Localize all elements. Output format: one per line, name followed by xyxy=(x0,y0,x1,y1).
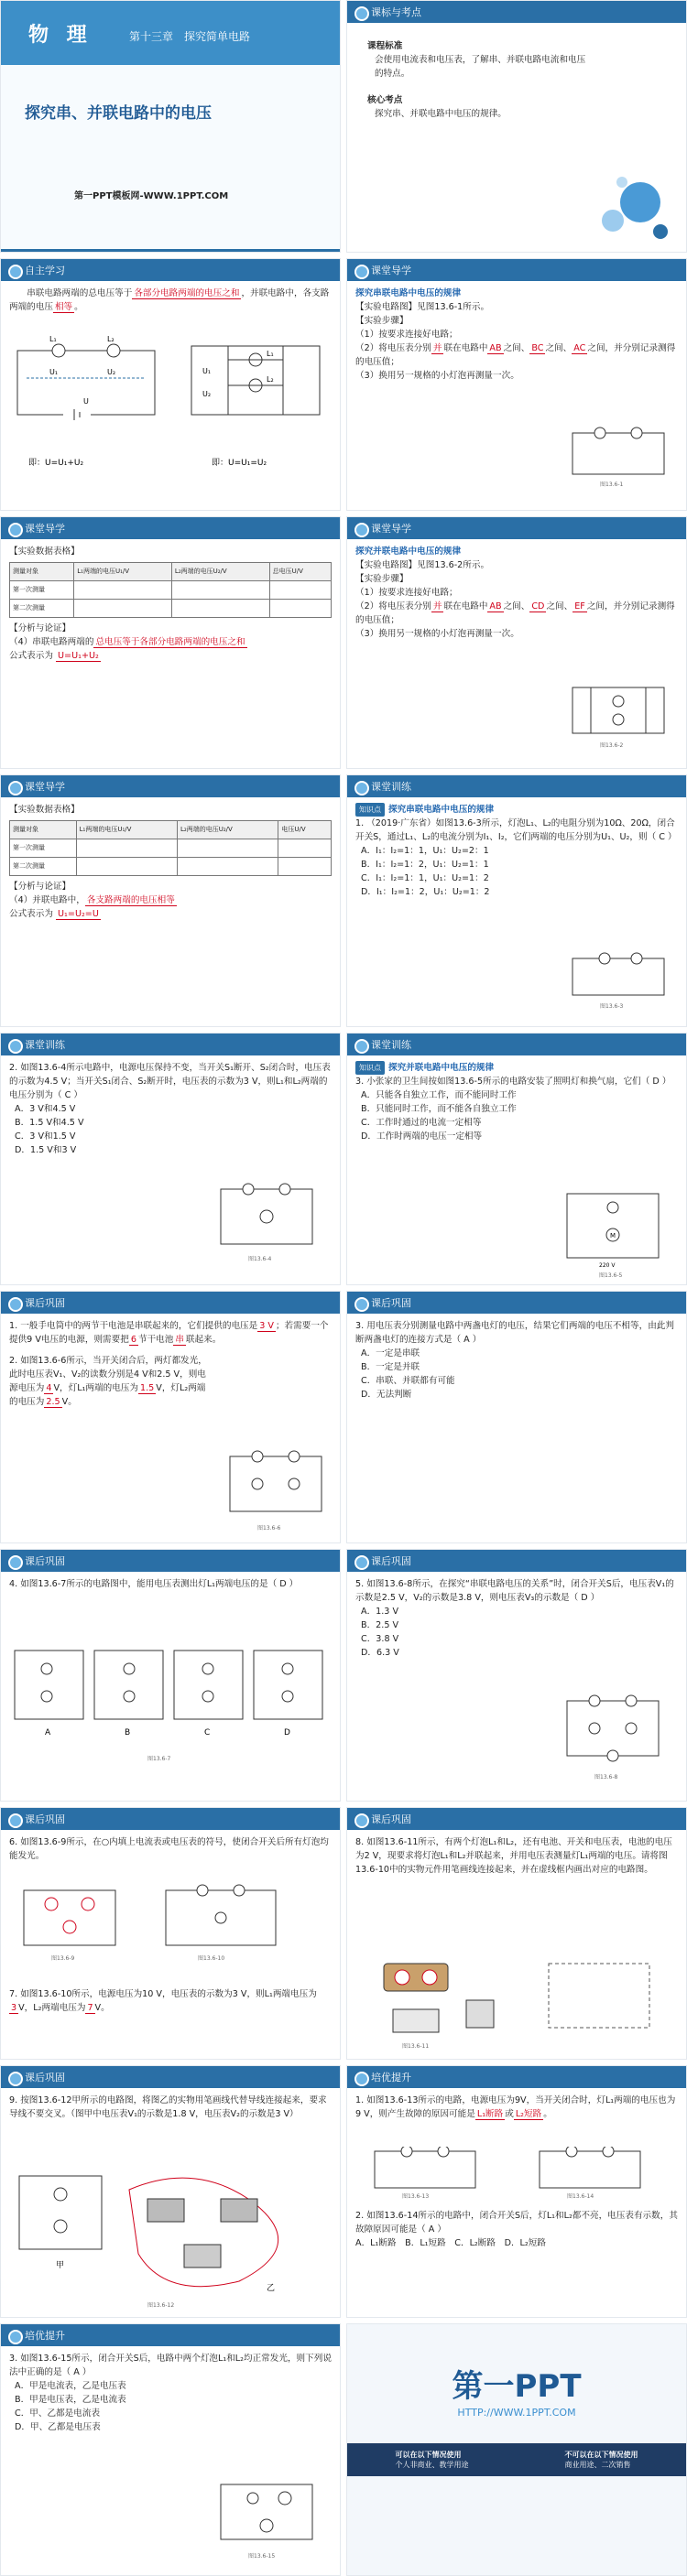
standards-text: 会使用电流表和电压表，了解串、并联电路电流和电压的特点。 xyxy=(375,55,586,79)
analysis-text xyxy=(9,635,332,649)
slide-header: 课后巩固 xyxy=(347,1808,686,1830)
figure-caption: 图13.6-15 xyxy=(248,2553,276,2560)
site-url[interactable]: HTTP://WWW.1PPT.COM xyxy=(457,2407,576,2419)
series-parallel-diagrams xyxy=(8,332,338,442)
circuit-diagram xyxy=(563,678,673,752)
slide-header: 课堂训练 xyxy=(1,1034,340,1055)
label-l2-b: L₂ xyxy=(267,375,274,384)
circuit-diagram xyxy=(212,2471,322,2571)
figure-caption: 图13.6-8 xyxy=(594,1774,618,1780)
question-text: 2. 如图13.6-14所示的电路中，闭合开关S后，灯L₁和L₂都不亮，电压表有示数，其故障原因可能是（ A ） xyxy=(355,2211,678,2235)
answer-blank: 串 xyxy=(175,1335,184,1345)
apparatus-drawing xyxy=(365,1945,668,2055)
answer-blank: 2.5 xyxy=(46,1397,60,1407)
answer-blank: CD xyxy=(531,601,545,612)
label-u1-b: U₁ xyxy=(202,367,212,375)
answer-blank: U=U₁+U₂ xyxy=(58,651,99,661)
question-text xyxy=(9,1319,332,1347)
label-l2: L₂ xyxy=(107,335,114,343)
slide-review-5 xyxy=(0,1807,341,2060)
text-part: 联在电路中 xyxy=(443,343,488,353)
slide-header: 课后巩固 xyxy=(1,2066,340,2088)
question-text: 3. 用电压表分别测量电路中两盏电灯的电压，结果它们两端的电压不相等，由此判断两盏电灯的连接方式是（ A ） xyxy=(355,1321,674,1345)
label-u2: U₂ xyxy=(107,368,116,376)
chapter-label: 第十三章 探究简单电路 xyxy=(129,30,251,43)
usage-text: 商业用途、二次销售 xyxy=(564,2461,631,2469)
slide-practice-1 xyxy=(346,774,687,1027)
question-text: 5. 如图13.6-8所示，在探究“串联电路电压的关系”时，闭合开关S后，电压表V₁的示数是2.5 V，V₂的示数是3.8 V，则电压表V₃的示数是（ D ） xyxy=(355,1579,674,1603)
option-label: C xyxy=(204,1728,211,1737)
text-part: 或 xyxy=(505,2109,514,2119)
question-text: 4. 如图13.6-7所示的电路图中，能用电压表测出灯L₁两端电压的是（ D ） xyxy=(9,1579,299,1589)
svg-text:M: M xyxy=(610,1232,616,1239)
figure-caption: 图13.6-4 xyxy=(248,1256,272,1262)
figure-caption: 图13.6-10 xyxy=(198,1955,225,1962)
question-text: 3. 小张家的卫生间按如图13.6-5所示的电路安装了照明灯和换气扇，它们（ D ） xyxy=(355,1077,671,1087)
step-text: 【实验步骤】 xyxy=(355,574,409,584)
text-part: （2）将电压表分别 xyxy=(355,601,431,612)
text-part: 。 xyxy=(543,2109,552,2119)
figure-caption: 图13.6-1 xyxy=(600,482,624,488)
option: D．无法判断 xyxy=(361,1390,412,1400)
text-part: 公式表示为 xyxy=(9,651,53,661)
text-part: 之间、 xyxy=(546,601,573,612)
knowledge-tag: 知识点 xyxy=(355,1061,385,1075)
figure-caption: 图13.6-3 xyxy=(600,1003,624,1010)
circuit-diagrams xyxy=(365,2147,668,2202)
slide-review-2 xyxy=(346,1291,687,1543)
section-title: 探究并联电路中电压的规律 xyxy=(355,547,462,557)
slide-header: 课堂训练 xyxy=(347,775,686,797)
step-text: （3）换用另一规格的小灯泡再测量一次。 xyxy=(355,629,519,639)
text-part: （2）将电压表分别 xyxy=(355,343,431,353)
table-row-label: 第二次测量 xyxy=(10,600,74,618)
usage-text: 个人非商业、教学用途 xyxy=(395,2461,469,2469)
section-title: 探究串联电路中电压的规律 xyxy=(388,805,495,815)
table-header: L₂两端的电压U₂/V xyxy=(178,821,278,839)
figure-caption: 图13.6-6 xyxy=(257,1525,281,1532)
page-title: 探究串、并联电路中的电压 xyxy=(25,104,212,123)
answer-blank: 1.5 xyxy=(140,1383,155,1393)
slide-advanced-1 xyxy=(346,2065,687,2318)
label-l1: L₁ xyxy=(49,335,57,343)
text-part: 2. 如图13.6-6所示，当开关闭合后，两灯都发光，此时电压表V₁、V₂的读数分别是4 V和2.5 V，则电源电压为 xyxy=(9,1356,207,1393)
figure-caption: 图13.6-13 xyxy=(402,2193,430,2200)
text-part: 之间，并分别记录测得的电压值； xyxy=(355,343,676,367)
option: C．串联、并联都有可能 xyxy=(361,1376,455,1386)
question-text xyxy=(9,1354,211,1409)
text-part: ；若需要一个提供9 V电压的电源，则需要把 xyxy=(9,1321,329,1345)
option: A．只能各自独立工作，而不能同时工作 xyxy=(361,1090,517,1100)
question-text: 1. （2019·广东省）如图13.6-3所示，灯泡L₁、L₂的电阻分别为10Ω、20Ω，闭合开关S，通过L₁、L₂的电流分别为I₁、I₂，它们两端的电压分别为U₁、U₂，则（ C ） xyxy=(355,818,677,842)
decor-circles xyxy=(585,157,677,248)
table-row-label: 第一次测量 xyxy=(10,581,74,600)
text-part: 联在电路中 xyxy=(443,601,488,612)
slide-advanced-2 xyxy=(0,2323,341,2576)
text-part: 节干电池 xyxy=(137,1335,174,1345)
option: A．I₁：I₂=1：1，U₁：U₂=2：1 xyxy=(361,846,489,856)
table-row-label: 第一次测量 xyxy=(10,839,77,858)
answer-blank: U₁=U₂=U xyxy=(58,909,99,919)
slide-series-table xyxy=(0,516,341,769)
option: C．I₁：I₂=1：1，U₁：U₂=1：2 xyxy=(361,873,489,883)
option: B．2.5 V xyxy=(361,1620,399,1630)
text-part: V。 xyxy=(61,1397,77,1407)
text-part: 1. 如图13.6-13所示的电路，电源电压为9V，当开关闭合时，灯L₁两端的电压也为9 V，则产生故障的原因可能是 xyxy=(355,2095,676,2119)
table-title: 【实验数据表格】 xyxy=(9,805,80,815)
section-title: 探究并联电路中电压的规律 xyxy=(388,1063,495,1073)
core-text: 探究串、并联电路中电压的规律。 xyxy=(375,109,507,119)
answer-blank: 各支路两端的电压相等 xyxy=(86,895,175,905)
table-header: L₂两端的电压U₂/V xyxy=(171,563,269,581)
table-header: 总电压U/V xyxy=(269,563,331,581)
label-l1-b: L₁ xyxy=(267,350,274,358)
answer-blank: 4 xyxy=(46,1383,52,1393)
slide-practice-3 xyxy=(346,1033,687,1285)
figure-caption: 图13.6-2 xyxy=(600,742,624,749)
slide-header: 课后巩固 xyxy=(1,1550,340,1572)
question-text: 2. 如图13.6-4所示电路中，电源电压保持不变，当开关S₁断开、S₂闭合时，电压表的示数为4.5 V；当开关S₁闭合、S₂断开时，电压表的示数为3 V，则L₁和L₂两端的电压分别为（ C ） xyxy=(9,1063,331,1100)
text-part: 。 xyxy=(74,302,83,312)
label-u2-b: U₂ xyxy=(202,390,212,398)
table-header: 测量对象 xyxy=(10,821,77,839)
slide-self-study xyxy=(0,258,341,511)
answer-blank: AC xyxy=(573,343,586,353)
text-part: 串联电路两端的总电压等于 xyxy=(27,288,133,298)
figure-caption: 图13.6-11 xyxy=(402,2043,430,2050)
table-header: L₁两端的电压U₁/V xyxy=(74,563,172,581)
slide-review-3 xyxy=(0,1549,341,1802)
series-formula: 即：U=U₁+U₂ xyxy=(28,459,84,468)
data-table xyxy=(9,562,332,618)
slide-review-4 xyxy=(346,1549,687,1802)
option-label: B xyxy=(125,1728,131,1737)
step-text xyxy=(355,600,678,627)
wiring-diagrams xyxy=(10,2162,331,2313)
slide-header: 课堂导学 xyxy=(1,517,340,539)
figure-caption: 图13.6-14 xyxy=(567,2193,594,2200)
slide-title xyxy=(0,0,341,253)
option: C．L₂断路 xyxy=(454,2238,496,2248)
step-text: （3）换用另一规格的小灯泡再测量一次。 xyxy=(355,371,519,381)
table-header: 测量对象 xyxy=(10,563,74,581)
text-part: 之间、 xyxy=(503,601,530,612)
slide-header: 课堂导学 xyxy=(347,517,686,539)
option: A．甲是电流表，乙是电压表 xyxy=(15,2381,126,2391)
option: C．3 V和1.5 V xyxy=(15,1131,76,1142)
option: B．一定是并联 xyxy=(361,1362,420,1372)
table-header: 电压U/V xyxy=(278,821,332,839)
logo-text: 第一PPT xyxy=(452,2368,582,2405)
step-text: （1）按要求连接好电路； xyxy=(355,588,458,598)
table-title: 【实验数据表格】 xyxy=(9,547,80,557)
figure-caption: 图13.6-12 xyxy=(147,2302,175,2309)
step-text: 【实验电路图】见图13.6-2所示。 xyxy=(355,560,490,570)
table-header: L₁两端的电压U₁/V xyxy=(76,821,177,839)
slide-header: 培优提升 xyxy=(347,2066,686,2088)
figure-caption: 图13.6-7 xyxy=(147,1756,171,1762)
circuit-diagrams xyxy=(10,1881,331,1973)
formula-text xyxy=(9,649,332,663)
figure-caption: 图13.6-9 xyxy=(51,1955,75,1962)
data-table xyxy=(9,820,332,876)
answer-blank: 3 xyxy=(11,2003,17,2013)
answer-blank: 3 V xyxy=(259,1321,274,1331)
figure-label: 乙 xyxy=(267,2284,276,2293)
answer-blank: EF xyxy=(574,601,585,612)
option: A．L₁断路 xyxy=(355,2238,397,2248)
circuit-diagram xyxy=(212,1180,322,1272)
analysis-text xyxy=(9,893,332,907)
answer-blank: 并 xyxy=(432,343,442,353)
usage-heading: 可以在以下情况使用 xyxy=(395,2451,462,2459)
text-part: 之间，并分别记录测得的电压值； xyxy=(355,601,675,625)
option: B．1.5 V和4.5 V xyxy=(15,1118,84,1128)
knowledge-tag: 知识点 xyxy=(355,803,385,817)
circuit-diagram xyxy=(558,1185,668,1281)
circuit-diagram xyxy=(221,1447,331,1539)
option: B．只能同时工作，而不能各自独立工作 xyxy=(361,1104,517,1114)
slide-header: 课标与考点 xyxy=(347,1,686,23)
question-text: 8. 如图13.6-11所示，有两个灯泡L₁和L₂，还有电池、开关和电压表，电池的电压为2 V，现要求将灯泡L₁和L₂并联起来，并用电压表测量灯L₁两端的电压。请将图13.6-10中的实物元件用笔画线连接起来，并在虚线框内画出对应的电路图。 xyxy=(355,1837,672,1875)
slide-practice-2 xyxy=(0,1033,341,1285)
option: C．甲、乙都是电流表 xyxy=(15,2408,101,2419)
circuit-diagram xyxy=(558,1687,668,1788)
analysis-title: 【分析与论证】 xyxy=(9,623,71,633)
usage-bar xyxy=(347,2443,686,2476)
voltage-label: 220 V xyxy=(599,1262,616,1269)
option: B．L₁短路 xyxy=(405,2238,446,2248)
slide-header: 课堂导学 xyxy=(1,775,340,797)
text-part: V，灯L₂两端的电压为 xyxy=(9,1383,206,1407)
text-part: V，L₂两端电压为 xyxy=(18,2003,86,2013)
section-title: 探究串联电路中电压的规律 xyxy=(355,288,462,298)
label-u1: U₁ xyxy=(49,368,59,376)
question-text xyxy=(355,2094,678,2121)
slide-series-experiment xyxy=(346,258,687,511)
text-part: ，并联电路中，各支路两端的电压 xyxy=(9,288,330,312)
answer-blank: 相等 xyxy=(54,302,73,312)
option-row xyxy=(355,2236,678,2250)
question-text: 3. 如图13.6-15所示，闭合开关S后，电路中两个灯泡L₁和L₂均正常发光，则下列说法中正确的是（ A ） xyxy=(9,2354,332,2377)
answer-blank: 并 xyxy=(432,601,442,612)
option-label: A xyxy=(45,1728,51,1737)
circuit-diagram xyxy=(563,424,673,488)
answer-blank: BC xyxy=(531,343,544,353)
slide-header: 课后巩固 xyxy=(347,1550,686,1572)
self-study-text xyxy=(9,287,332,314)
option: A．3 V和4.5 V xyxy=(15,1104,76,1114)
option: D．甲、乙都是电压表 xyxy=(15,2422,101,2432)
text-part: 7. 如图13.6-10所示，电源电压为10 V，电压表的示数为3 V，则L₁两端电压为 xyxy=(9,1989,317,1999)
slide-header: 课后巩固 xyxy=(1,1292,340,1314)
text-part: V。 xyxy=(94,2003,110,2013)
core-heading: 核心考点 xyxy=(367,95,403,105)
slide-parallel-table xyxy=(0,774,341,1027)
slide-header: 培优提升 xyxy=(1,2324,340,2346)
step-text: 【实验电路图】见图13.6-1所示。 xyxy=(355,302,490,312)
slide-header: 自主学习 xyxy=(1,259,340,281)
slide-review-6 xyxy=(346,1807,687,2060)
parallel-formula: 即：U=U₁=U₂ xyxy=(212,459,267,468)
figure-caption: 图13.6-5 xyxy=(599,1272,623,1279)
step-text xyxy=(355,341,678,369)
slide-header: 课堂训练 xyxy=(347,1034,686,1055)
answer-blank: L₁断路 xyxy=(476,2109,504,2119)
option: A．一定是串联 xyxy=(361,1348,420,1358)
option: B．I₁：I₂=1：2，U₁：U₂=1：1 xyxy=(361,860,489,870)
circuit-diagram xyxy=(563,949,673,1013)
bottom-bar xyxy=(1,249,340,252)
answer-blank: AB xyxy=(489,601,502,612)
standards-heading: 课程标准 xyxy=(367,41,403,51)
text-part: 公式表示为 xyxy=(9,909,53,919)
formula-text xyxy=(9,907,332,921)
analysis-title: 【分析与论证】 xyxy=(9,882,71,892)
slide-header: 课后巩固 xyxy=(1,1808,340,1830)
option: D．工作时两端的电压一定相等 xyxy=(361,1131,483,1142)
step-text: 【实验步骤】 xyxy=(355,316,409,326)
option: D．I₁：I₂=1：2，U₁：U₂=1：2 xyxy=(361,887,490,897)
site-text: 第一PPT模板网-WWW.1PPT.COM xyxy=(74,191,229,201)
question-text: 6. 如图13.6-9所示，在○内填上电流表或电压表的符号，使闭合开关后所有灯泡均能发光。 xyxy=(9,1837,329,1861)
option: A．1.3 V xyxy=(361,1607,399,1617)
text-part: 之间、 xyxy=(545,343,572,353)
question-text xyxy=(9,1987,332,2015)
text-part: V，灯L₁两端的电压为 xyxy=(53,1383,138,1393)
subject-label: 物 理 xyxy=(28,24,93,47)
option: D．1.5 V和3 V xyxy=(15,1145,77,1155)
option: C．工作时通过的电流一定相等 xyxy=(361,1118,482,1128)
text-part: （4）串联电路两端的 xyxy=(9,637,94,647)
slide-review-7 xyxy=(0,2065,341,2318)
table-row-label: 第二次测量 xyxy=(10,858,77,876)
slide-review-1 xyxy=(0,1291,341,1543)
answer-blank: AB xyxy=(489,343,502,353)
slide-parallel-experiment xyxy=(346,516,687,769)
text-part: 之间、 xyxy=(503,343,530,353)
slide-header: 课后巩固 xyxy=(347,1292,686,1314)
answer-blank: 各部分电路两端的电压之和 xyxy=(134,288,240,298)
answer-blank: 6 xyxy=(130,1335,136,1345)
option: D．6.3 V xyxy=(361,1648,399,1658)
slide-ending xyxy=(346,2323,687,2576)
usage-heading: 不可以在以下情况使用 xyxy=(564,2451,638,2459)
answer-blank: 总电压等于各部分电路两端的电压之和 xyxy=(95,637,245,647)
question-text: 9. 按图13.6-12甲所示的电路图，将图乙的实物用笔画线代替导线连接起来，要求导线不要交叉。（图甲中电压表V₁的示数是1.8 V，电压表V₂的示数是3 V） xyxy=(9,2095,327,2119)
text-part: （4）并联电路中， xyxy=(9,895,85,905)
circuit-options xyxy=(10,1641,331,1779)
slide-header: 课堂导学 xyxy=(347,259,686,281)
slide-standards xyxy=(346,0,687,253)
option: B．甲是电压表，乙是电流表 xyxy=(15,2395,126,2405)
step-text: （1）按要求连接好电路； xyxy=(355,330,458,340)
option: C．3.8 V xyxy=(361,1634,399,1644)
text-part: 1. 一般手电筒中的两节干电池是串联起来的，它们提供的电压是 xyxy=(9,1321,258,1331)
option-label: D xyxy=(284,1728,290,1737)
answer-blank: L₂短路 xyxy=(515,2109,542,2119)
option: D．L₂短路 xyxy=(504,2238,546,2248)
figure-label: 甲 xyxy=(56,2261,65,2270)
text-part: 联起来。 xyxy=(185,1335,222,1345)
answer-blank: 7 xyxy=(87,2003,93,2013)
label-u: U xyxy=(83,397,89,406)
